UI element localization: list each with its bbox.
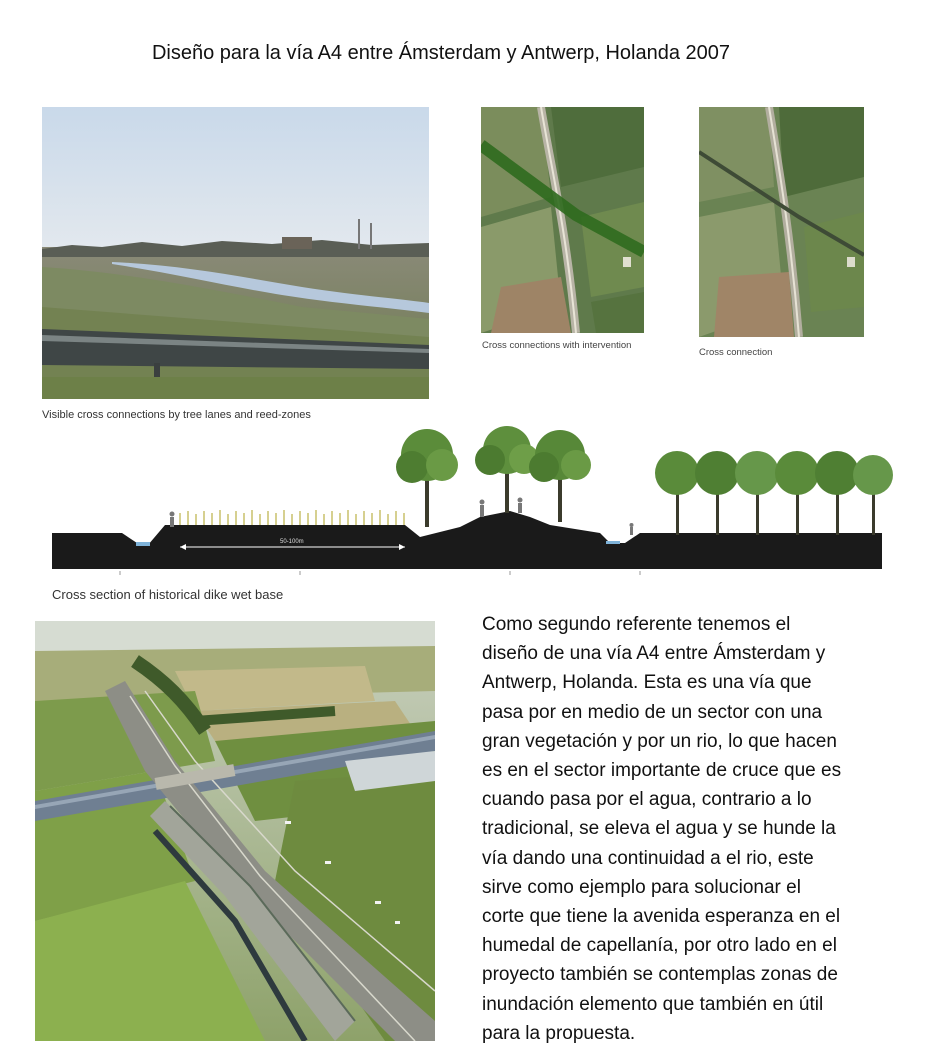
aqueduct-aerial-photo [35, 621, 435, 1041]
tree [396, 429, 458, 527]
cross-section-drawing [40, 415, 900, 575]
cross-section-caption: Cross section of historical dike wet base [52, 587, 284, 602]
body-paragraph: Como segundo referente tenemos el diseño de una vía A4 entre Ámsterdam y Antwerp, Holanda. Esta es una vía que pasa por en medio de un sector con una gran vegetación y por un rio, lo que hacen es en el sector importante de cruce que es cuando pasa por el agua, contrario a lo tradicional, se eleva el agua y se hunde la vía dando una continuidad a el rio, este sirve como ejemplo para solucionar el corte que tiene la avenida esperanza en el humedal de capellanía, por otro lado en el proyecto también se contemplas zonas de inundación elemento que también en útil para la propuesta. [482, 614, 842, 1044]
aerial-intervention-caption: Cross connections with intervention [482, 340, 632, 351]
dimension-label: 50-100m [280, 539, 304, 545]
tree-row [655, 451, 893, 535]
page-title: Diseño para la vía A4 entre Ámsterdam y Antwerp, Holanda 2007 [151, 42, 731, 64]
aerial-existing-caption: Cross connection [699, 347, 773, 358]
tree [529, 430, 591, 522]
landscape-photo [42, 107, 429, 399]
aerial-photo-existing [699, 107, 864, 337]
aerial-photo-intervention [481, 107, 644, 333]
landscape-photo-caption: Visible cross connections by tree lanes and reed-zones [42, 409, 311, 421]
